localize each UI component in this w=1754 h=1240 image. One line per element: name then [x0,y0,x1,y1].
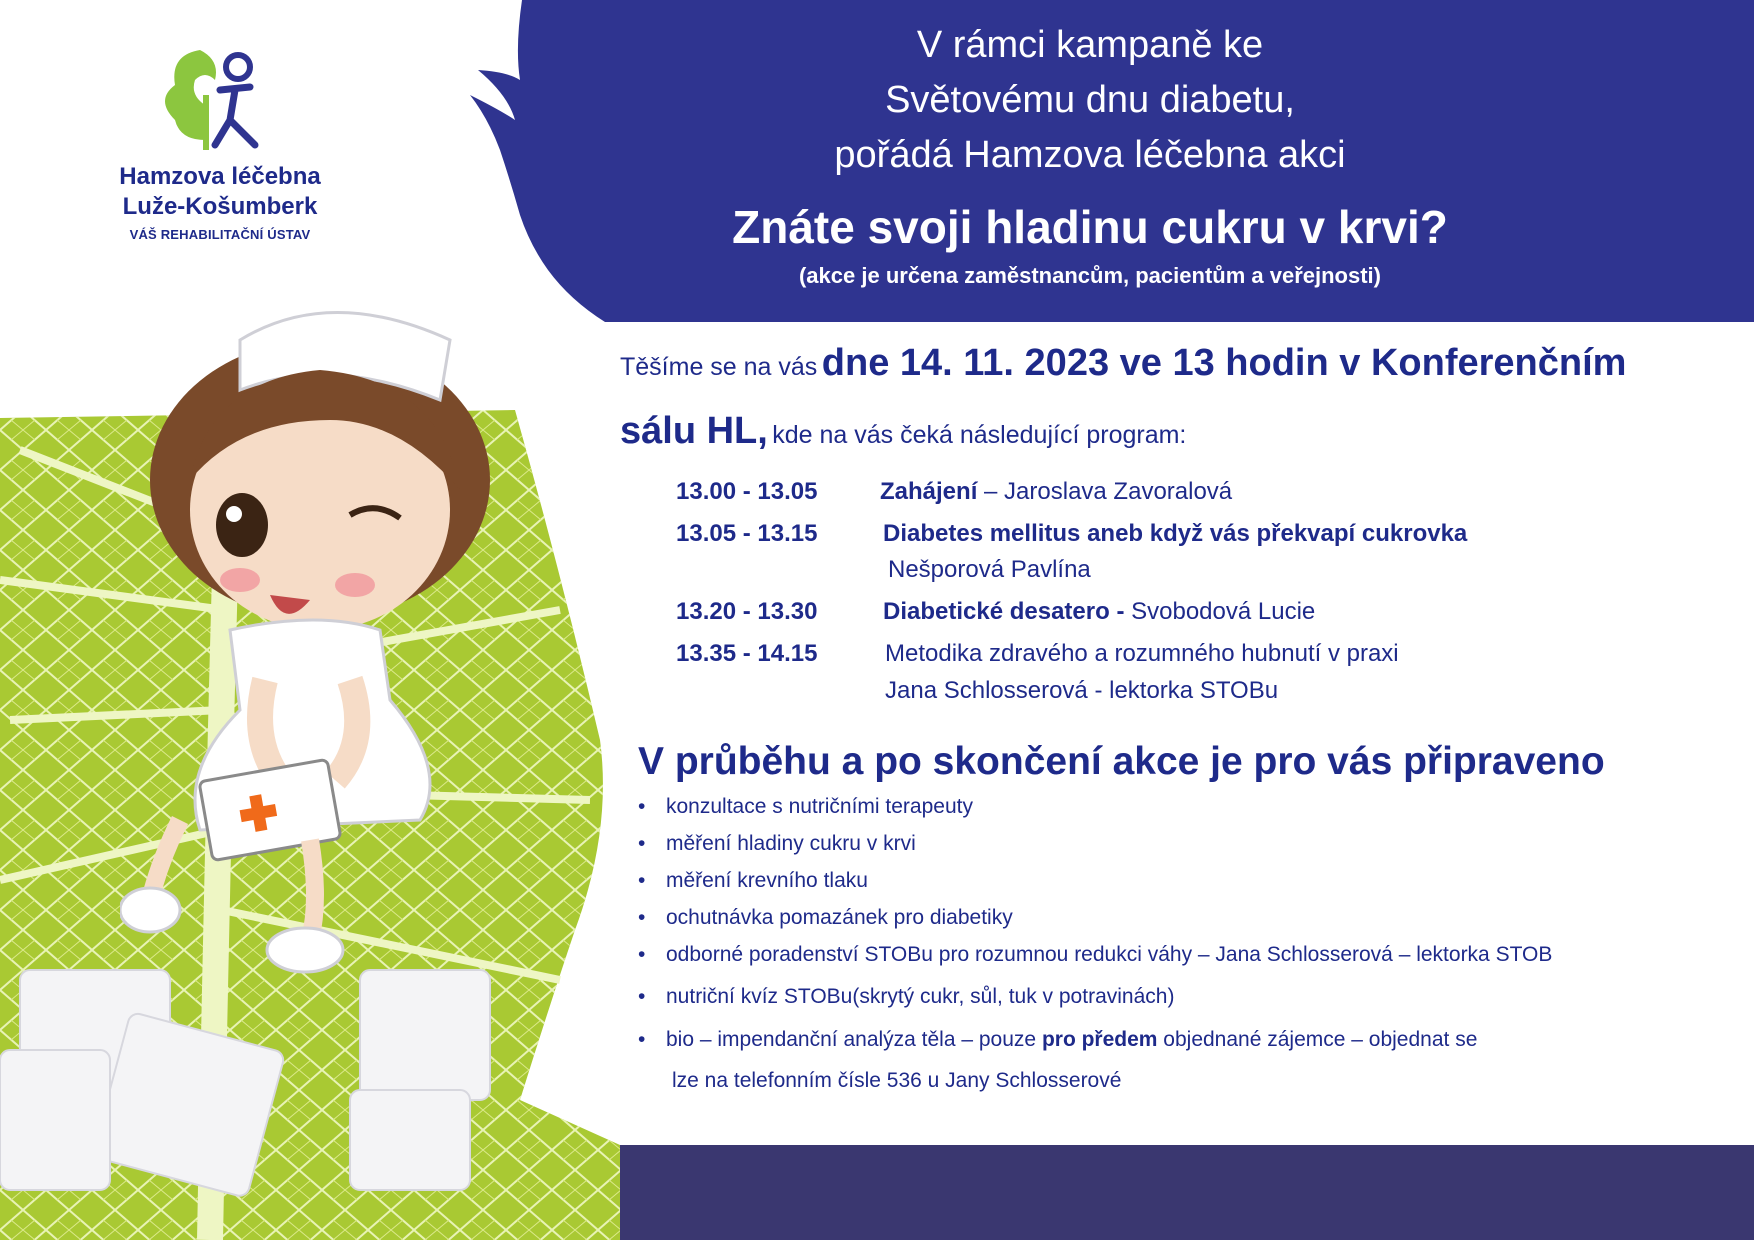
program-title: Zahájení [880,478,978,505]
offer-item-text-pre: bio – impendanční analýza těla – pouze [666,1028,1042,1051]
offer-title: V průběhu a po skončení akce je pro vás připraveno [638,740,1605,783]
bullet-icon: • [638,1028,646,1051]
logo-tagline: VÁŠ REHABILITAČNÍ ÚSTAV [129,227,311,242]
invite-venue: sálu HL, [620,410,768,452]
offer-item [638,832,916,856]
intro-line-3: pořádá Hamzova léčebna akci [834,134,1346,176]
offer-item-text: měření hladiny cukru v krvi [666,832,916,855]
bullet-icon: • [638,906,646,929]
program-speaker: Nešporová Pavlína [888,556,1091,583]
program-time: 13.20 - 13.30 [676,598,818,625]
offer-item [638,985,1174,1009]
logo-name-line2: Luže-Košumberk [122,193,318,220]
invite-line-2 [620,410,1186,453]
event-headline: Znáte svoji hladinu cukru v krvi? [732,201,1448,253]
offer-item [638,943,1552,967]
offer-item [638,869,868,893]
program-title: Diabetes mellitus aneb když vás překvapí cukrovka [883,520,1468,547]
program-speaker: Jaroslava Zavoralová [1004,478,1233,505]
offer-item-text: nutriční kvíz STOBu(skrytý cukr, sůl, tuk v potravinách) [666,985,1175,1008]
program-separator: – [977,478,1005,505]
offer-item-text: měření krevního tlaku [666,869,868,892]
program-item [676,640,1736,720]
program-title: Metodika zdravého a rozumného hubnutí v praxi [885,640,1399,667]
offer-item [638,906,1013,930]
program-time: 13.00 - 13.05 [676,478,818,505]
offer-item-text-post: objednané zájemce – objednat se [1157,1028,1478,1051]
nurse-illustration [120,300,540,1070]
program-speaker: Svobodová Lucie [1131,598,1316,625]
intro-line-1: V rámci kampaně ke [916,24,1264,66]
program-item [676,478,1736,518]
program-item [676,598,1736,638]
offer-item [638,795,973,819]
offer-item-text: ochutnávka pomazánek pro diabetiky [666,906,1013,929]
campaign-intro [560,18,1620,183]
offer-item-text: odborné poradenství STOBu pro rozumnou redukci váhy – Jana Schlosserová – lektorka STOB [666,943,1553,966]
invite-tail: kde na vás čeká následující program: [772,421,1187,449]
program-title: Diabetické desatero - [883,598,1125,625]
invite-date-place: dne 14. 11. 2023 ve 13 hodin v Konferenčním [821,342,1627,384]
program-time: 13.35 - 14.15 [676,640,818,667]
program-speaker: Jana Schlosserová - lektorka STOBu [885,677,1279,704]
program-item [676,520,1736,600]
logo-name-line1: Hamzova léčebna [119,163,321,190]
offer-item-text: konzultace s nutričními terapeuty [666,795,973,818]
intro-line-2: Světovému dnu diabetu, [885,79,1295,121]
offer-item [638,1028,1477,1052]
offer-item-continuation: lze na telefonním čísle 536 u Jany Schlosserové [672,1069,1122,1092]
program-time: 13.05 - 13.15 [676,520,818,547]
invite-lead: Těšíme se na vás [620,353,818,381]
audience-note: (akce je určena zaměstnancům, pacientům a veřejnosti) [798,263,1381,288]
bullet-icon: • [638,943,646,966]
offer-item-text-bold: pro předem [1041,1028,1158,1051]
tree-and-figure-logo-icon [160,45,280,155]
bullet-icon: • [638,832,646,855]
bullet-icon: • [638,869,646,892]
footer-band [620,1145,1754,1240]
bullet-icon: • [638,795,646,818]
invite-line-1 [620,342,1626,385]
bullet-icon: • [638,985,646,1008]
institution-logo [95,45,345,255]
